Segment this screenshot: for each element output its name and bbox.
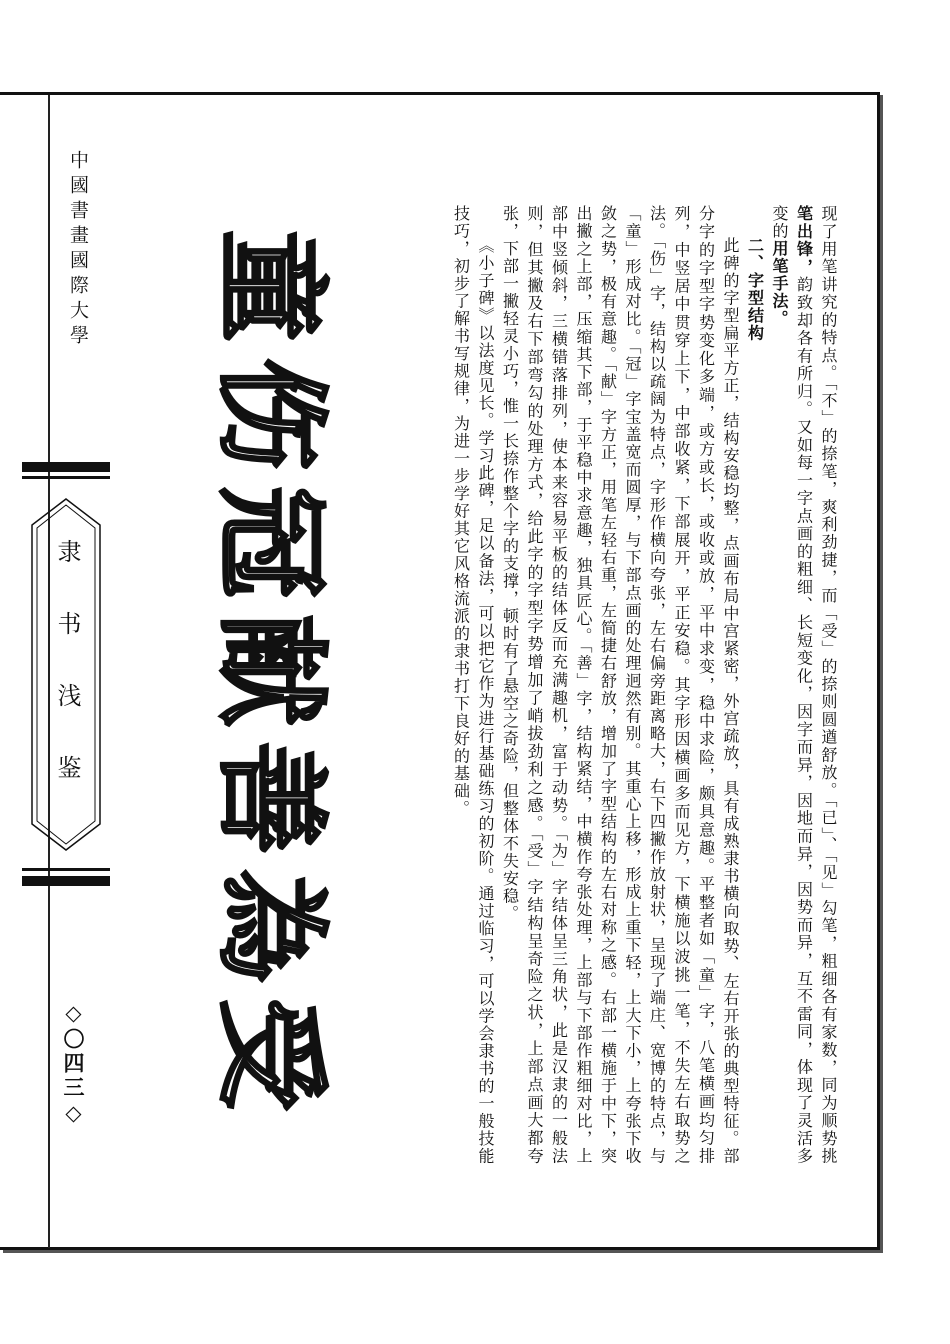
ornament-band-top-thin (22, 476, 110, 479)
p1-bold: 笔出锋， (794, 205, 814, 277)
paragraph-2: 此碑的字型扁平方正，结构安稳均整，点画布局中宫紧密，外宫疏放，具有成熟隶书横向取势、左右开张的典型特征。部分字的字型字势变化多端，或方或长，或收或放，平中求变，稳中求险，颇具意趣。平整者如「童」字，八笔横画均匀排列，中竖居中贯穿上下，中部收紧，下部展开，平正安稳。其字形因横画多而见方，下横施以波挑一笔，不失左右取势之法。「伤」字，结构以疏阔为特点，字形作横向夸张，左右偏旁距离略大，右下四撇作放射状，呈现了端庄、宽博的特点，与「童」形成对比。「冠」字宝盖宽而圆厚，与下部点画的处理迥然有别。其重心上移，形成上重下轻，上大下小，上夸张下收敛之势，极有意趣。「献」字方正，用笔左轻右重，左简捷右舒放，增加了字型结构的左右对称之感。右部一横施于中下，突出撇之上部，压缩其下部，于平稳中求意趣，独具匠心。「善」字，结构紧结，中横作夸张处理，上部与下部作粗细对比，上部中竖倾斜，三横错落排列，使本来容易平板的结体反而充满趣机，富于动势。「为」字结体呈三角状，此是汉隶的一般法则，但其撇及右下部弯勾的处理方式，给此字的字型字势增加了峭拔劲利之感。「受」字结构呈奇险之状，上部点画大都夸张，下部一撇轻灵小巧，惟一长捺作整个字的支撑，顿时有了悬空之奇险，但整体不失安稳。 (500, 205, 740, 1165)
plate-char-5: 善 (205, 742, 336, 854)
paragraph-1 (767, 205, 841, 1165)
plate-char-1: 童 (205, 230, 336, 342)
body-text (395, 205, 840, 1165)
section-cartouche (30, 497, 102, 852)
plate-char-3: 冠 (205, 486, 336, 598)
plate-char-7: 受 (205, 998, 336, 1110)
section-heading: 二、字型结构 (745, 237, 765, 342)
p1-end: 用笔手法。 (770, 240, 789, 328)
ornament-band-top (22, 462, 110, 472)
series-title: 中國書畫國際大學 (67, 150, 89, 350)
p1-text: 现了用笔讲究的特点。「不」的捺笔，爽利劲捷，而「受」的捺则圆遒舒放。「已」、「见」勾笔，粗细各有家数，同为顺势挑 (819, 205, 838, 1165)
p1-rest: 韵致却各有所归。又如每一字点画的粗细、长短变化，因字而异，因地而异，因势而异，互不雷同，体现了灵活多变的 (770, 205, 814, 1166)
section-title: 隶书浅鉴 (53, 539, 81, 827)
ornament-band-bottom (22, 876, 110, 886)
ornament-band-bottom-thin (22, 868, 110, 871)
plate-char-4: 献 (205, 614, 336, 726)
page-number: ◇〇四三◇ (61, 1000, 86, 1128)
paragraph-3: 《小子碑》以法度见长。学习此碑，足以备法，可以把它作为进行基础练习的初阶。通过临习，可以学会隶书的一般技能技巧，初步了解书写规律，为进一步学好其它风格流派的隶书打下良好的基础。 (451, 205, 495, 1165)
calligraphy-plate (200, 230, 340, 1110)
plate-char-6: 為 (205, 870, 336, 982)
plate-char-2: 伤 (205, 358, 336, 470)
